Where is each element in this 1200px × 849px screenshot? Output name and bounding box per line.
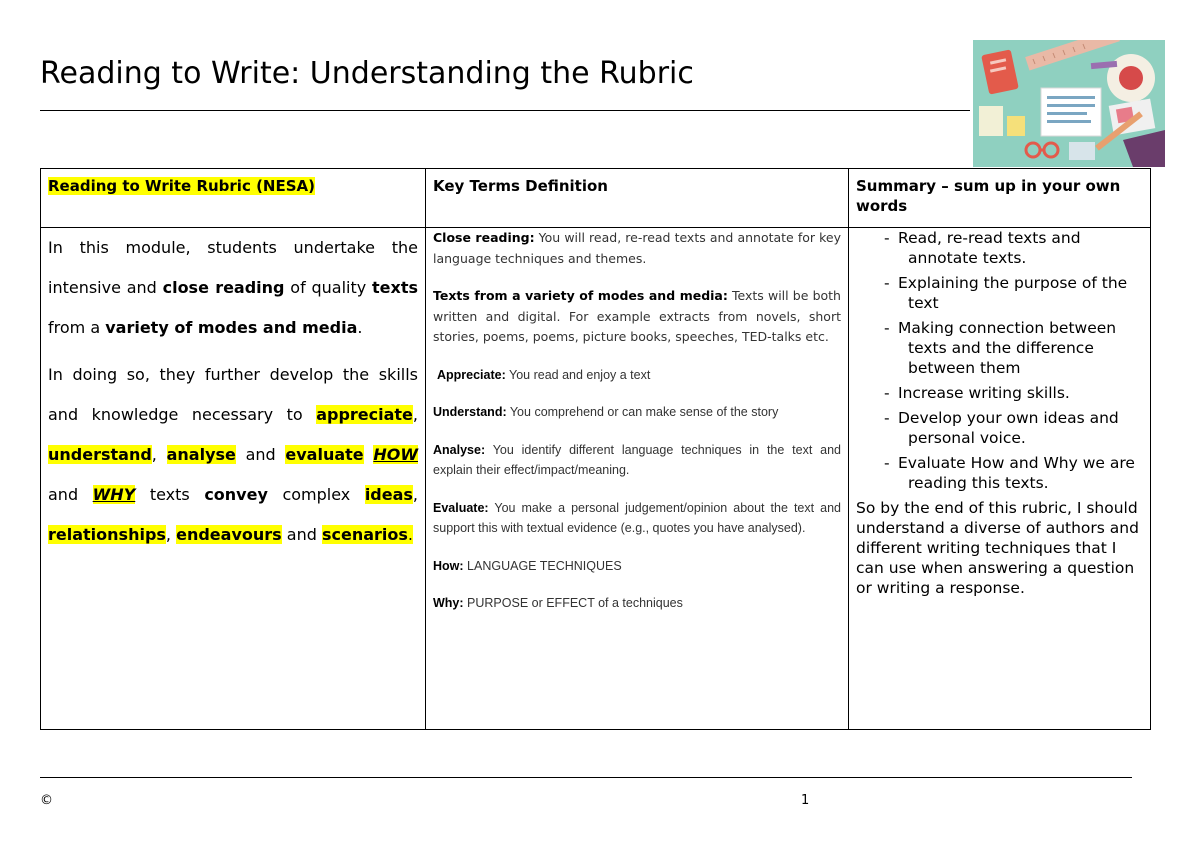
rubric-text: In this module, students undertake the intensive and xyxy=(48,238,418,297)
rubric-text: , xyxy=(412,405,418,424)
rubric-text: . xyxy=(357,318,363,337)
rubric-term-texts: texts xyxy=(372,278,418,297)
definition-item xyxy=(433,556,841,577)
summary-item: - Evaluate How and Why we are reading this texts. xyxy=(884,453,1143,493)
rubric-text: . xyxy=(407,525,413,544)
rubric-text: and xyxy=(235,445,286,464)
rubric-text: , xyxy=(165,525,172,544)
rubric-table xyxy=(40,168,1151,730)
rubric-term-appreciate: appreciate xyxy=(316,405,413,424)
summary-item: - Develop your own ideas and personal voice. xyxy=(884,408,1143,448)
definition-term: Understand: xyxy=(433,405,507,419)
rubric-paragraph-2 xyxy=(48,355,418,555)
rubric-text: and xyxy=(281,525,322,544)
rubric-term-endeavours: endeavours xyxy=(176,525,282,544)
summary-closing: So by the end of this rubric, I should understand a diverse of authors and different writing techniques that I can use when answering a question or writing a response. xyxy=(856,499,1139,597)
rubric-term-variety: variety of modes and media xyxy=(105,318,358,337)
definition-term: Why: xyxy=(433,596,464,610)
rubric-text: texts xyxy=(135,485,205,504)
summary-item: - Increase writing skills. xyxy=(884,383,1143,403)
rubric-text-cell xyxy=(41,228,426,730)
definition-text: You read and enjoy a text xyxy=(505,367,651,382)
rubric-term-why: WHY xyxy=(92,485,136,504)
rubric-text: from a xyxy=(48,318,106,337)
title-divider xyxy=(40,110,970,111)
definition-text: You identify different language techniques in the text and explain their effect/impact/meaning. xyxy=(433,442,841,477)
definition-item xyxy=(433,498,841,539)
definition-term: How: xyxy=(433,558,464,573)
definition-term: Analyse: xyxy=(433,442,486,457)
rubric-term-close-reading: close reading xyxy=(162,278,285,297)
definition-text: LANGUAGE TECHNIQUES xyxy=(463,558,622,573)
page-title: Reading to Write: Understanding the Rubric xyxy=(40,56,694,91)
definition-term: Texts from a variety of modes and media: xyxy=(433,288,728,303)
definition-item xyxy=(433,286,841,348)
summary-item: - Explaining the purpose of the text xyxy=(884,273,1143,313)
definition-term: Evaluate: xyxy=(433,500,489,515)
summary-item: - Read, re-read texts and annotate texts. xyxy=(884,228,1143,268)
table-body-row xyxy=(41,228,1151,730)
definition-text: Texts will be both written and digital. For example extracts from novels, short stories, poems, poems, picture books, speeches, TED-talks etc. xyxy=(433,288,841,344)
rubric-term-convey: convey xyxy=(204,485,268,504)
definition-item xyxy=(433,593,841,614)
summary-list xyxy=(856,228,1143,493)
definition-item xyxy=(433,228,841,269)
definition-term: Close reading: xyxy=(433,230,535,245)
rubric-term-how: HOW xyxy=(373,445,418,464)
footer-page-number: 1 xyxy=(801,793,810,808)
footer-copyright: © xyxy=(40,793,53,808)
rubric-text: In doing so, they further develop the skills and knowledge necessary to xyxy=(48,365,418,424)
summary-item: - Making connection between texts and the difference between them xyxy=(884,318,1143,378)
rubric-term-relationships: relationships xyxy=(48,525,166,544)
header-summary-label: Summary – sum up in your own words xyxy=(856,177,1121,215)
definition-term: Appreciate: xyxy=(436,367,506,382)
rubric-term-understand: understand xyxy=(48,445,152,464)
rubric-text: complex xyxy=(267,485,365,504)
rubric-term-scenarios: scenarios xyxy=(321,525,408,544)
summary-cell xyxy=(849,228,1151,730)
definition-text: You will read, re-read texts and annotate for key language techniques and themes. xyxy=(433,230,841,266)
rubric-term-ideas: ideas xyxy=(364,485,413,504)
header-cell-rubric xyxy=(41,169,426,228)
header-cell-key-terms xyxy=(426,169,849,228)
rubric-term-analyse: analyse xyxy=(166,445,236,464)
definition-text: PURPOSE or EFFECT of a techniques xyxy=(463,596,683,610)
rubric-term-evaluate: evaluate xyxy=(285,445,364,464)
footer-divider xyxy=(40,777,1132,778)
definition-item xyxy=(433,365,841,386)
definition-text: You make a personal judgement/opinion about the text and support this with textual evidence (e.g., quotes you have analysed). xyxy=(433,500,841,535)
rubric-paragraph-1 xyxy=(48,228,418,348)
definitions-cell xyxy=(426,228,849,730)
table-header-row xyxy=(41,169,1151,228)
definition-item xyxy=(433,402,841,423)
header-key-terms-label: Key Terms Definition xyxy=(433,177,608,195)
header-cell-summary xyxy=(849,169,1151,228)
rubric-text: , xyxy=(151,445,157,464)
rubric-text: of quality xyxy=(284,278,372,297)
definition-text: You comprehend or can make sense of the story xyxy=(506,405,779,419)
definition-item xyxy=(433,440,841,481)
desk-stationery-illustration-icon xyxy=(973,40,1165,167)
rubric-text: , xyxy=(412,485,419,504)
rubric-text: and xyxy=(48,485,93,504)
header-rubric-label: Reading to Write Rubric (NESA) xyxy=(48,177,315,195)
